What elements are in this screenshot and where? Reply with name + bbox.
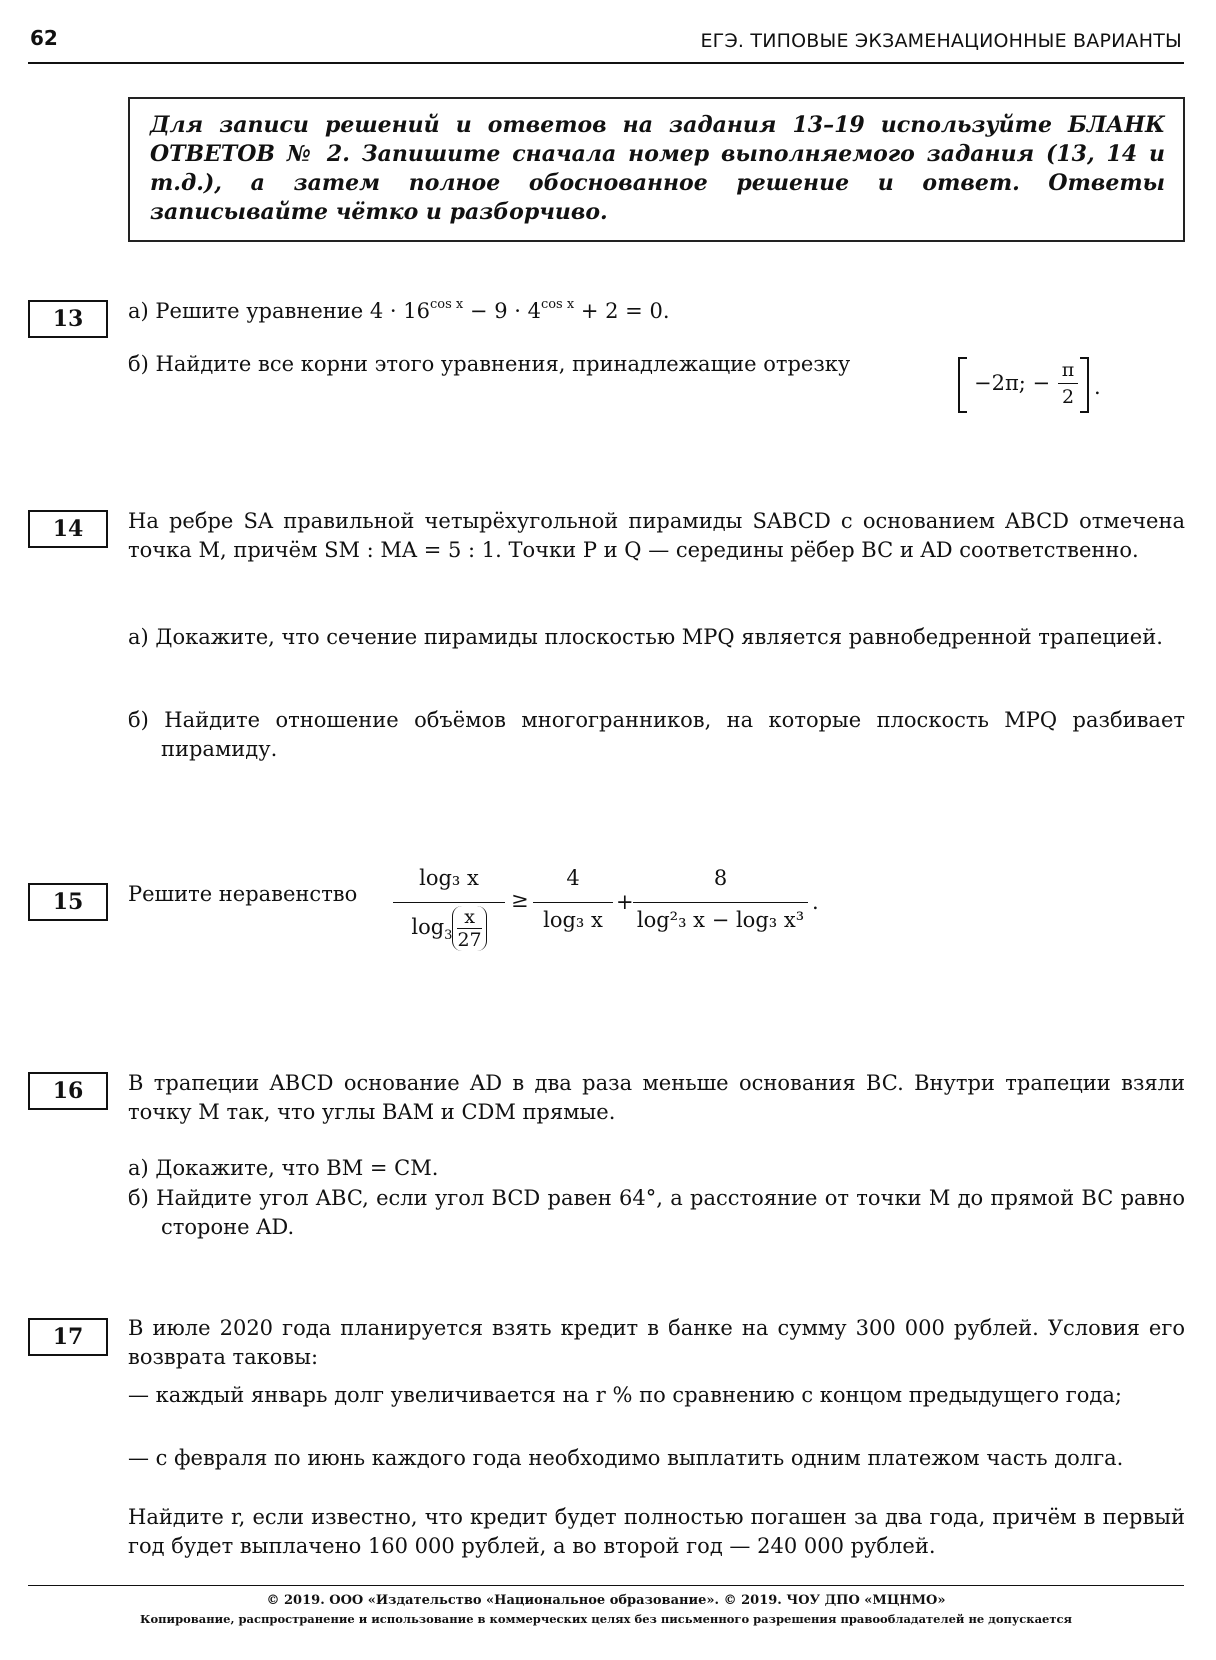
instruction-box: Для записи решений и ответов на задания 13–19 используйте БЛАНК ОТВЕТОВ № 2. Запишите сначала номер выполняемого задания (13, 14 и т.д.), а затем полное обоснованное решение и ответ. Ответы записывайте чётко и разборчиво. — [128, 97, 1185, 242]
task-16-part-b: б) Найдите угол ABC, если угол BCD равен 64°, а расстояние от точки M до прямой BC равно стороне AD. — [128, 1186, 1185, 1239]
task-13-a-text: Решите уравнение — [155, 299, 364, 323]
task-15-label: Решите неравенство — [128, 882, 358, 906]
task-15-inequality: Решите неравенство log₃ x $\log_3$ $\frac{x}{27}$ ≥ 4 log₃ x + 8 log²₃ x − log₃ x³ . — [128, 860, 828, 970]
task-17-condition-1: — каждый январь долг увеличивается на r % по сравнению с концом предыдущего года; — [128, 1383, 1122, 1407]
task-13-interval: −2π; − $\frac{\pi}{2}$ . — [958, 355, 1098, 415]
geq-sign: ≥ — [511, 888, 529, 912]
page-number: 62 — [30, 26, 58, 50]
fraction-1: log₃ x $\log_3$ $\frac{x}{27}$ — [393, 860, 505, 965]
task-number-14: 14 — [28, 510, 108, 548]
task-number-17: 17 — [28, 1318, 108, 1356]
interval-fraction: $\frac{\pi}{2}$ — [1058, 357, 1078, 410]
task-13-a-label: а) — [128, 299, 149, 323]
task-16-statement: В трапеции ABCD основание AD в два раза меньше основания BC. Внутри трапеции взяли точку M так, что углы BAM и CDM прямые. — [128, 1071, 1185, 1124]
page-header — [28, 22, 1184, 64]
task-13-part-a — [128, 297, 1185, 326]
footer-copyright: © 2019. ООО «Издательство «Национальное образование». © 2019. ЧОУ ДПО «МЦНМО» — [266, 1593, 946, 1608]
fraction-2: 4 log₃ x — [533, 860, 613, 940]
running-title: ЕГЭ. ТИПОВЫЕ ЭКЗАМЕНАЦИОННЫЕ ВАРИАНТЫ — [700, 30, 1182, 52]
task-number-13: 13 — [28, 300, 108, 338]
task-17-question: Найдите r, если известно, что кредит будет полностью погашен за два года, причём в первый год будет выплачено 160 000 рублей, а во второй год — 240 000 рублей. — [128, 1505, 1185, 1558]
left-bracket — [958, 357, 967, 413]
task-17-condition-2: — с февраля по июнь каждого года необходимо выплатить одним платежом часть долга. — [128, 1446, 1124, 1470]
interval-left: −2π; − — [974, 371, 1051, 395]
task-17-statement: В июле 2020 года планируется взять кредит в банке на сумму 300 000 рублей. Условия его возврата таковы: — [128, 1316, 1185, 1369]
task-number-16: 16 — [28, 1072, 108, 1110]
right-bracket — [1080, 357, 1089, 413]
fraction-3: 8 log²₃ x − log₃ x³ — [633, 860, 808, 940]
task-number-15: 15 — [28, 883, 108, 921]
task-14-part-b: б) Найдите отношение объёмов многогранников, на которые плоскость MPQ разбивает пирамиду. — [128, 708, 1185, 761]
footer-notice: Копирование, распространение и использование в коммерческих целях без письменного разрешения правообладателей не допускается — [139, 1612, 1072, 1626]
task-13-b-text: Найдите все корни этого уравнения, принадлежащие отрезку — [155, 352, 851, 376]
task-13-equation: $4 \cdot 16^{cos x} - 9 \cdot 4^{cos x} + 2 = 0$. — [369, 297, 670, 323]
task-13-b-label: б) — [128, 352, 149, 376]
plus-sign: + — [616, 890, 634, 914]
task-16-part-a: а) Докажите, что BM = CM. — [128, 1156, 439, 1180]
task-14-part-a: а) Докажите, что сечение пирамиды плоскостью MPQ является равнобедренной трапецией. — [128, 625, 1163, 649]
footer-divider — [28, 1585, 1184, 1586]
task-14-statement: На ребре SA правильной четырёхугольной пирамиды SABCD с основанием ABCD отмечена точка M, причём SM : MA = 5 : 1. Точки P и Q — середины рёбер BC и AD соответственно. — [128, 509, 1185, 562]
